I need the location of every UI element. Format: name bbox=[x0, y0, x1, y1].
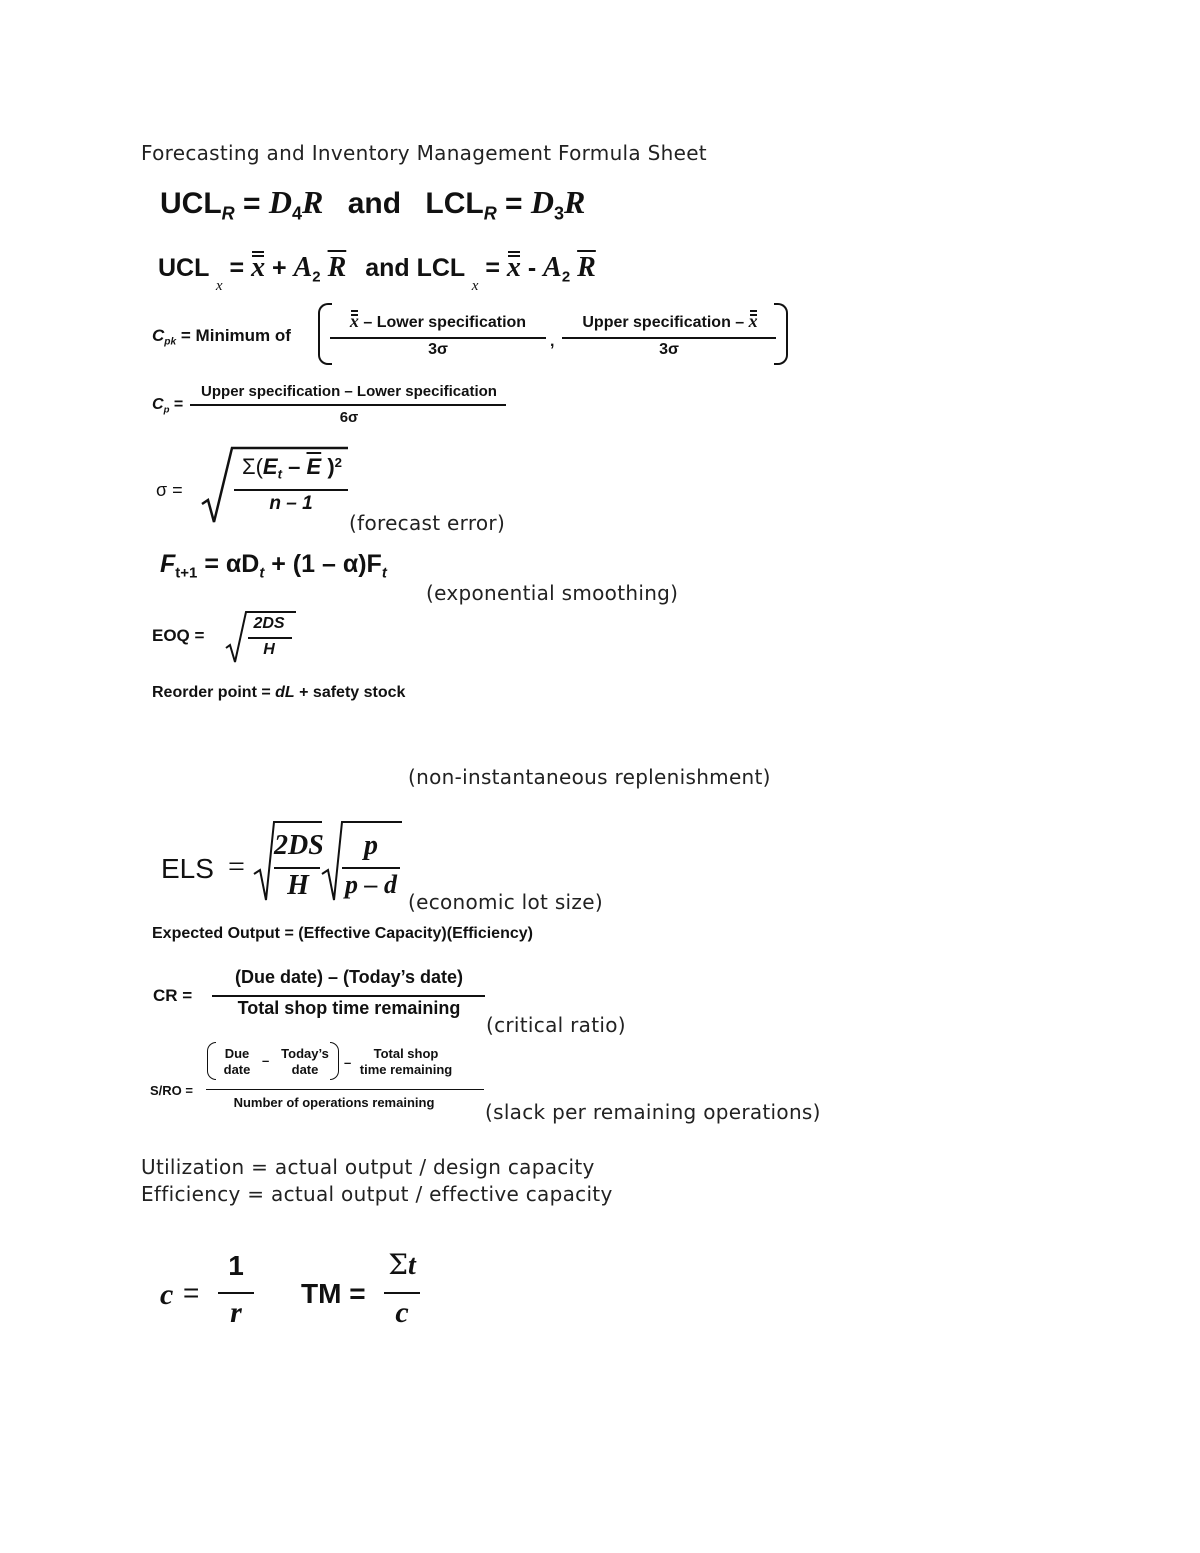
eoq-denominator: H bbox=[263, 641, 275, 658]
formula-cp-label bbox=[152, 396, 183, 415]
t-symbol: t bbox=[408, 1250, 416, 1281]
cpk-numerator-2 bbox=[562, 311, 778, 332]
r-bar-lcl: $\overline{R}$ bbox=[577, 252, 596, 283]
e-bar: $\overline{E}$ bbox=[306, 454, 322, 479]
els-numerator-2: p bbox=[364, 830, 378, 861]
d3-symbol: D bbox=[530, 184, 555, 220]
eoq-numerator: 2DS bbox=[253, 615, 285, 632]
cp-equals: = bbox=[173, 396, 184, 413]
sro-due-date bbox=[216, 1046, 258, 1078]
sum-symbol: Σ( bbox=[241, 454, 263, 479]
sigma-denominator: n – 1 bbox=[269, 493, 313, 514]
sro-minus-1: – bbox=[262, 1053, 270, 1068]
formula-cpk-label bbox=[152, 326, 291, 348]
total-shop-text: Total shop bbox=[373, 1046, 439, 1061]
formula-ucl-lcl-range bbox=[160, 184, 585, 224]
lower-spec-text: – Lower specification bbox=[363, 314, 527, 331]
safety-stock-text: + safety stock bbox=[299, 684, 406, 701]
close-paren: ) bbox=[327, 454, 335, 479]
efficiency-formula: Efficiency = actual output / effective capacity bbox=[141, 1182, 613, 1206]
e-subscript: t bbox=[277, 466, 283, 482]
x-double-bar-lcl: x bbox=[506, 252, 521, 283]
page-title: Forecasting and Inventory Management Formula Sheet bbox=[141, 141, 707, 165]
economic-lot-size-note: (economic lot size) bbox=[408, 890, 603, 914]
forecast-error-note: (forecast error) bbox=[349, 511, 506, 535]
minus-sign: - bbox=[527, 254, 537, 282]
els-label: ELS bbox=[161, 853, 214, 884]
x-double-bar-2: x bbox=[748, 311, 758, 331]
cpk-denominator-2: 3σ bbox=[659, 341, 679, 358]
d3-subscript: 3 bbox=[554, 203, 565, 224]
sigma-numerator bbox=[236, 454, 348, 482]
r-symbol: R bbox=[302, 184, 324, 220]
sro-fraction-bar bbox=[206, 1089, 484, 1090]
dl-term: dL bbox=[275, 684, 295, 701]
equals-sign-lcl: = bbox=[485, 254, 500, 282]
tm-fraction-bar bbox=[384, 1292, 420, 1294]
f-symbol: F bbox=[160, 550, 176, 578]
f-subscript: t+1 bbox=[175, 564, 198, 582]
critical-ratio-note: (critical ratio) bbox=[486, 1013, 626, 1037]
sum-symbol: Σ bbox=[388, 1248, 408, 1281]
time-remaining-text: time remaining bbox=[359, 1062, 453, 1077]
a2-symbol-lcl: A bbox=[543, 252, 562, 283]
els-equals: = bbox=[228, 850, 245, 883]
cpk-minimum-of: = Minimum of bbox=[180, 326, 291, 345]
expected-output-formula: Expected Output = (Effective Capacity)(Efficiency) bbox=[152, 925, 533, 942]
square-exponent: 2 bbox=[334, 454, 342, 470]
subscript-r-lcl: R bbox=[483, 203, 497, 224]
slack-per-remaining-note: (slack per remaining operations) bbox=[485, 1100, 821, 1124]
utilization-formula: Utilization = actual output / design capacity bbox=[141, 1155, 595, 1179]
cycle-time-c: c bbox=[160, 1278, 174, 1311]
sro-total-shop-time bbox=[356, 1046, 456, 1078]
cycle-time-denominator: r bbox=[230, 1296, 242, 1329]
els-denominator-1: H bbox=[287, 870, 309, 901]
tm-denominator: c bbox=[395, 1296, 409, 1329]
cr-fraction-bar bbox=[212, 995, 485, 997]
cpk-fraction-bar-2 bbox=[562, 337, 776, 339]
cr-numerator: (Due date) – (Today’s date) bbox=[234, 967, 464, 987]
formula-exponential-smoothing bbox=[160, 550, 387, 581]
lcl-text: LCL bbox=[425, 187, 484, 220]
a2-symbol: A bbox=[293, 252, 313, 283]
els-fraction-bar-2 bbox=[342, 867, 400, 869]
cr-denominator: Total shop time remaining bbox=[237, 998, 461, 1018]
sigma-fraction-bar bbox=[234, 489, 348, 491]
sro-denominator: Number of operations remaining bbox=[233, 1095, 435, 1110]
cpk-fraction-bar-1 bbox=[330, 337, 546, 339]
sro-todays-date bbox=[276, 1046, 334, 1078]
els-denominator-2: p – d bbox=[345, 870, 397, 899]
x-double-bar: x bbox=[349, 311, 359, 331]
date-text: date bbox=[223, 1062, 251, 1077]
els-fraction-bar-1 bbox=[274, 867, 320, 869]
cpk-numerator-1 bbox=[330, 311, 546, 332]
ucl-text: UCL bbox=[158, 254, 209, 282]
tm-numerator bbox=[383, 1248, 421, 1282]
a2-subscript-lcl: 2 bbox=[561, 268, 571, 286]
cp-subscript: p bbox=[163, 404, 170, 416]
cpk-denominator-1: 3σ bbox=[428, 341, 448, 358]
subscript-r: R bbox=[221, 203, 235, 224]
els-numerator-1: 2DS bbox=[274, 830, 324, 861]
alpha-d-term: = αD bbox=[204, 550, 260, 578]
equals-sign: = bbox=[243, 187, 261, 220]
formula-ucl-lcl-xbar bbox=[158, 252, 596, 294]
sro-label: S/RO = bbox=[150, 1083, 193, 1098]
plus-sign: + bbox=[272, 254, 287, 282]
equals-sign: = bbox=[229, 254, 245, 282]
r-bar: $\overline{R}$ bbox=[327, 252, 347, 283]
eoq-label: EOQ = bbox=[152, 626, 205, 645]
and-lcl-text: and LCL bbox=[365, 254, 465, 282]
f-subscript-2: t bbox=[381, 564, 387, 582]
e-symbol: E bbox=[262, 454, 278, 479]
r-symbol-lcl: R bbox=[564, 184, 586, 220]
cr-label: CR = bbox=[153, 986, 193, 1005]
cp-numerator: Upper specification – Lower specification bbox=[201, 383, 497, 400]
and-text: and bbox=[347, 187, 402, 220]
cp-fraction-bar bbox=[190, 404, 506, 406]
due-text: Due bbox=[224, 1046, 250, 1061]
non-instantaneous-note: (non-instantaneous replenishment) bbox=[408, 765, 771, 789]
cpk-subscript: pk bbox=[164, 336, 177, 348]
d4-symbol: D bbox=[268, 184, 292, 220]
todays-text: Today’s bbox=[281, 1046, 329, 1061]
sro-minus-2: – bbox=[344, 1055, 352, 1070]
cycle-time-numerator: 1 bbox=[228, 1250, 244, 1281]
cycle-time-fraction-bar bbox=[218, 1292, 254, 1294]
cpk-comma: , bbox=[550, 333, 555, 350]
minus-sign: – bbox=[288, 454, 301, 479]
eoq-fraction-bar bbox=[248, 637, 292, 639]
subscript-xbar-lcl: x bbox=[471, 278, 479, 294]
sigma-label: σ = bbox=[156, 480, 183, 500]
subscript-xbar: x bbox=[215, 278, 223, 294]
reorder-text: Reorder point = bbox=[152, 684, 271, 701]
ucl-text: UCL bbox=[160, 187, 222, 220]
d-subscript: t bbox=[259, 564, 265, 582]
exponential-smoothing-note: (exponential smoothing) bbox=[426, 581, 679, 605]
cycle-time-equals: = bbox=[183, 1277, 200, 1308]
equals-sign-lcl: = bbox=[505, 187, 523, 220]
cp-denominator: 6σ bbox=[339, 409, 359, 426]
tm-label: TM = bbox=[301, 1278, 366, 1309]
x-double-bar: x bbox=[251, 252, 266, 283]
cp-c: C bbox=[152, 396, 164, 413]
date-text-2: date bbox=[291, 1062, 319, 1077]
cpk-c: C bbox=[152, 326, 165, 345]
upper-spec-text: Upper specification – bbox=[582, 314, 745, 331]
sro-left-paren bbox=[207, 1042, 216, 1080]
d4-subscript: 4 bbox=[291, 203, 302, 224]
formula-reorder-point bbox=[152, 684, 405, 702]
one-minus-alpha-term: + (1 – α)F bbox=[271, 550, 382, 578]
a2-subscript: 2 bbox=[312, 268, 321, 286]
